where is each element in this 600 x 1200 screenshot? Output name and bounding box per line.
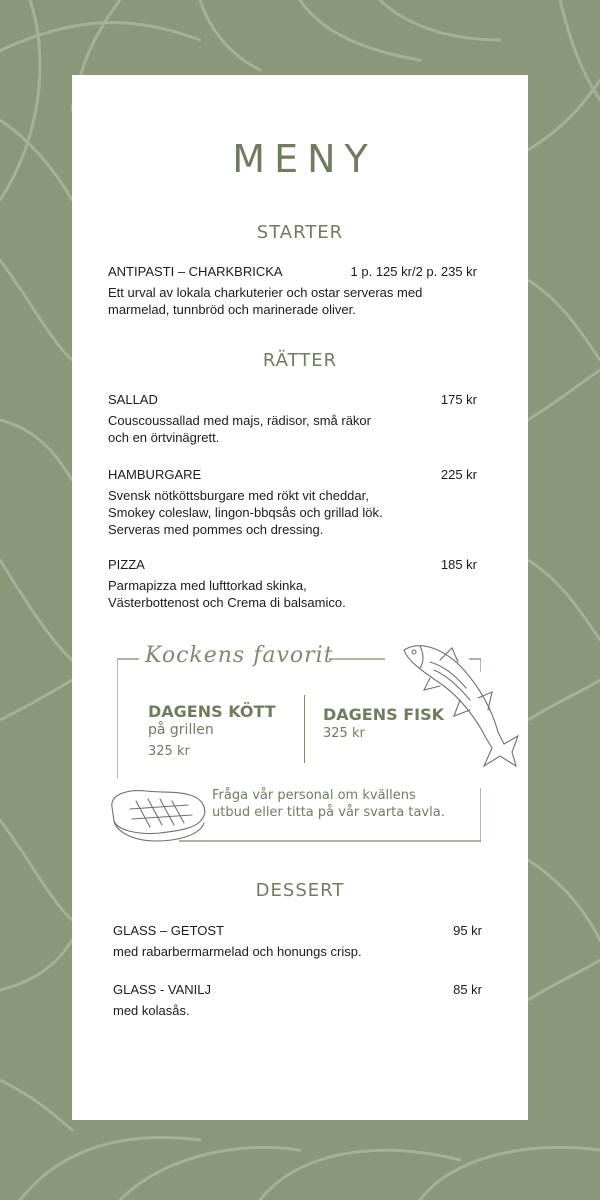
item-description-line: och en örtvinägrett. <box>108 430 220 445</box>
menu-title: MENY <box>232 137 377 181</box>
favorite-note <box>212 787 445 821</box>
item-description-line: Serveras med pommes och dressing. <box>108 522 324 537</box>
item-description-line: med rabarbermarmelad och honungs crisp. <box>113 944 362 959</box>
fish-icon <box>400 640 520 770</box>
menu-card <box>72 75 528 1120</box>
steak-icon <box>106 787 214 843</box>
item-name: ANTIPASTI – CHARKBRICKA <box>108 264 283 279</box>
item-price: 95 kr <box>453 923 482 938</box>
dagens-fisk-title: DAGENS FISK <box>323 705 445 724</box>
item-description <box>108 284 477 318</box>
item-description-line: Smokey coleslaw, lingon-bbqsås och grillad lök. <box>108 505 383 520</box>
item-description-line: Svensk nötköttsburgare med rökt vit cheddar, <box>108 488 369 503</box>
dagens-kott-price: 325 kr <box>148 744 190 759</box>
item-description-line: Västerbottenost och Crema di balsamico. <box>108 595 346 610</box>
item-price: 85 kr <box>453 982 482 997</box>
item-price: 175 kr <box>440 392 477 407</box>
item-description <box>113 1002 482 1019</box>
section-heading-starter: STARTER <box>256 222 344 243</box>
item-name: SALLAD <box>108 392 158 407</box>
item-description-line: Ett urval av lokala charkuterier och ostar serveras med <box>108 285 423 300</box>
item-description-line: marmelad, tunnbröd och marinerade oliver. <box>108 302 356 317</box>
item-description <box>108 412 477 446</box>
item-name: GLASS – GETOST <box>113 923 225 938</box>
item-price: 225 kr <box>440 467 477 482</box>
item-name: GLASS - VANILJ <box>113 982 212 997</box>
item-price: 1 p. 125 kr/2 p. 235 kr <box>350 264 477 279</box>
item-description <box>108 577 477 611</box>
dagens-kott-subtitle: på grillen <box>148 722 214 738</box>
item-description-line: Parmapizza med lufttorkad skinka, <box>108 578 307 593</box>
favorite-note-line: utbud eller titta på vår svarta tavla. <box>212 805 445 820</box>
item-name: HAMBURGARE <box>108 467 202 482</box>
item-description <box>113 943 482 960</box>
favorite-note-line: Fråga vår personal om kvällens <box>212 788 416 803</box>
section-heading-ratter: RÄTTER <box>262 350 338 371</box>
item-name: PIZZA <box>108 557 145 572</box>
item-description-line: Couscoussallad med majs, rädisor, små räkor <box>108 413 371 428</box>
favorite-divider <box>304 695 305 763</box>
favorite-script-title: Kockens favorit <box>145 643 334 668</box>
item-description <box>108 487 477 538</box>
item-price: 185 kr <box>440 557 477 572</box>
dagens-fisk-price: 325 kr <box>323 726 365 741</box>
dagens-kott-title: DAGENS KÖTT <box>148 702 276 721</box>
section-heading-dessert: DESSERT <box>255 880 345 901</box>
item-description-line: med kolasås. <box>113 1003 190 1018</box>
